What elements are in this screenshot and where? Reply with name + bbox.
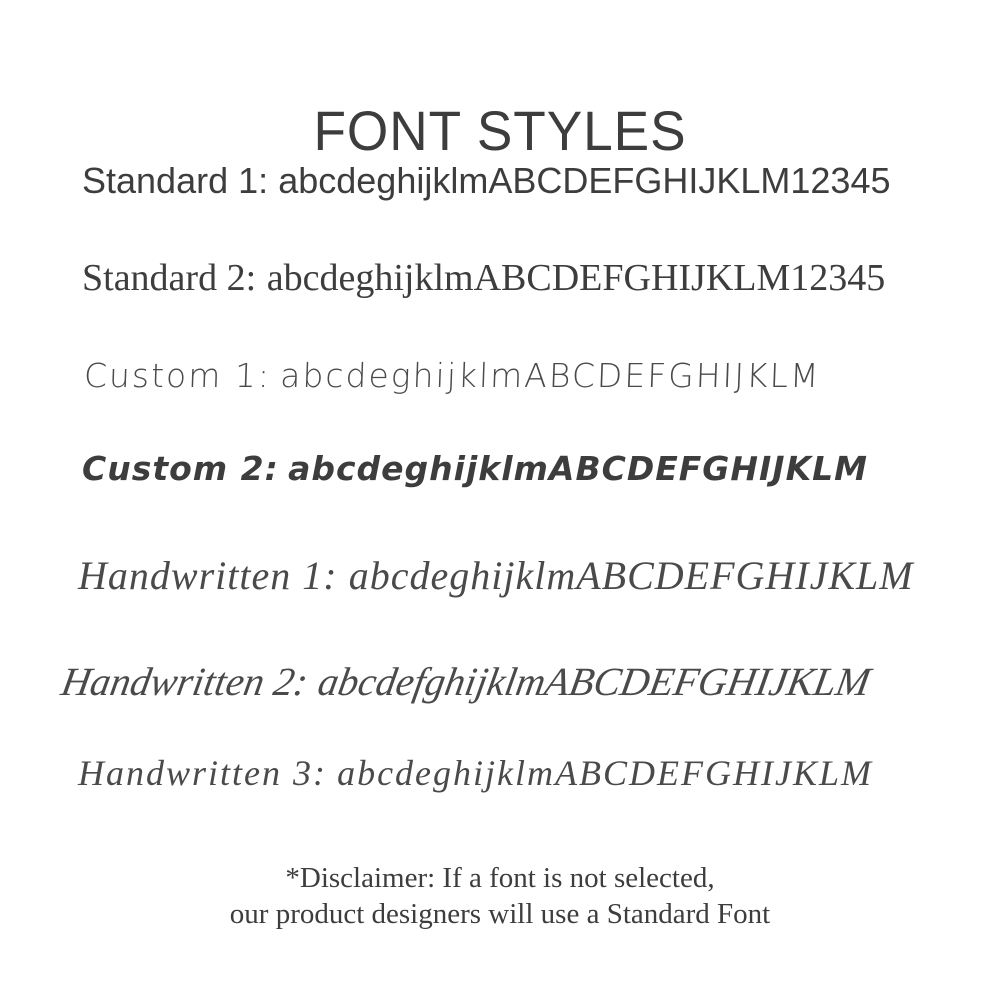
font-row-standard-1	[82, 160, 890, 202]
font-row-sample: abcdeghijklmABCDEFGHIJKLM	[288, 449, 869, 488]
font-row-custom-1	[83, 356, 821, 395]
disclaimer-line-1: *Disclaimer: If a font is not selected,	[285, 862, 715, 894]
font-row-handwritten-3	[78, 752, 873, 794]
font-row-label: Standard 1:	[82, 160, 269, 201]
disclaimer	[0, 860, 1000, 932]
font-row-label: Custom 2:	[82, 449, 279, 488]
font-row-label: Standard 2:	[82, 257, 257, 299]
font-row-sample: abcdeghijklmABCDEFGHIJKLM	[348, 553, 914, 598]
page-title: FONT STYLES	[313, 98, 687, 162]
font-row-sample: abcdefghijklmABCDEFGHIJKLM	[314, 659, 874, 704]
font-row-handwritten-1	[78, 552, 914, 599]
disclaimer-line-2: our product designers will use a Standard Font	[229, 898, 771, 930]
font-row-sample: abcdeghijklmABCDEFGHIJKLM	[337, 753, 873, 793]
font-row-handwritten-2	[58, 658, 874, 705]
font-row-sample: abcdeghijklmABCDEFGHIJKLM	[279, 356, 822, 395]
font-row-label: Handwritten 2:	[58, 659, 312, 704]
font-row-sample: abcdeghijklmABCDEFGHIJKLM12345	[278, 160, 891, 201]
font-row-standard-2	[82, 256, 885, 300]
font-row-label: Custom 1:	[83, 356, 272, 395]
font-row-custom-2	[82, 449, 868, 488]
font-row-label: Handwritten 1:	[78, 553, 338, 598]
font-row-sample: abcdeghijklmABCDEFGHIJKLM12345	[266, 257, 886, 299]
font-row-label: Handwritten 3:	[78, 753, 327, 793]
